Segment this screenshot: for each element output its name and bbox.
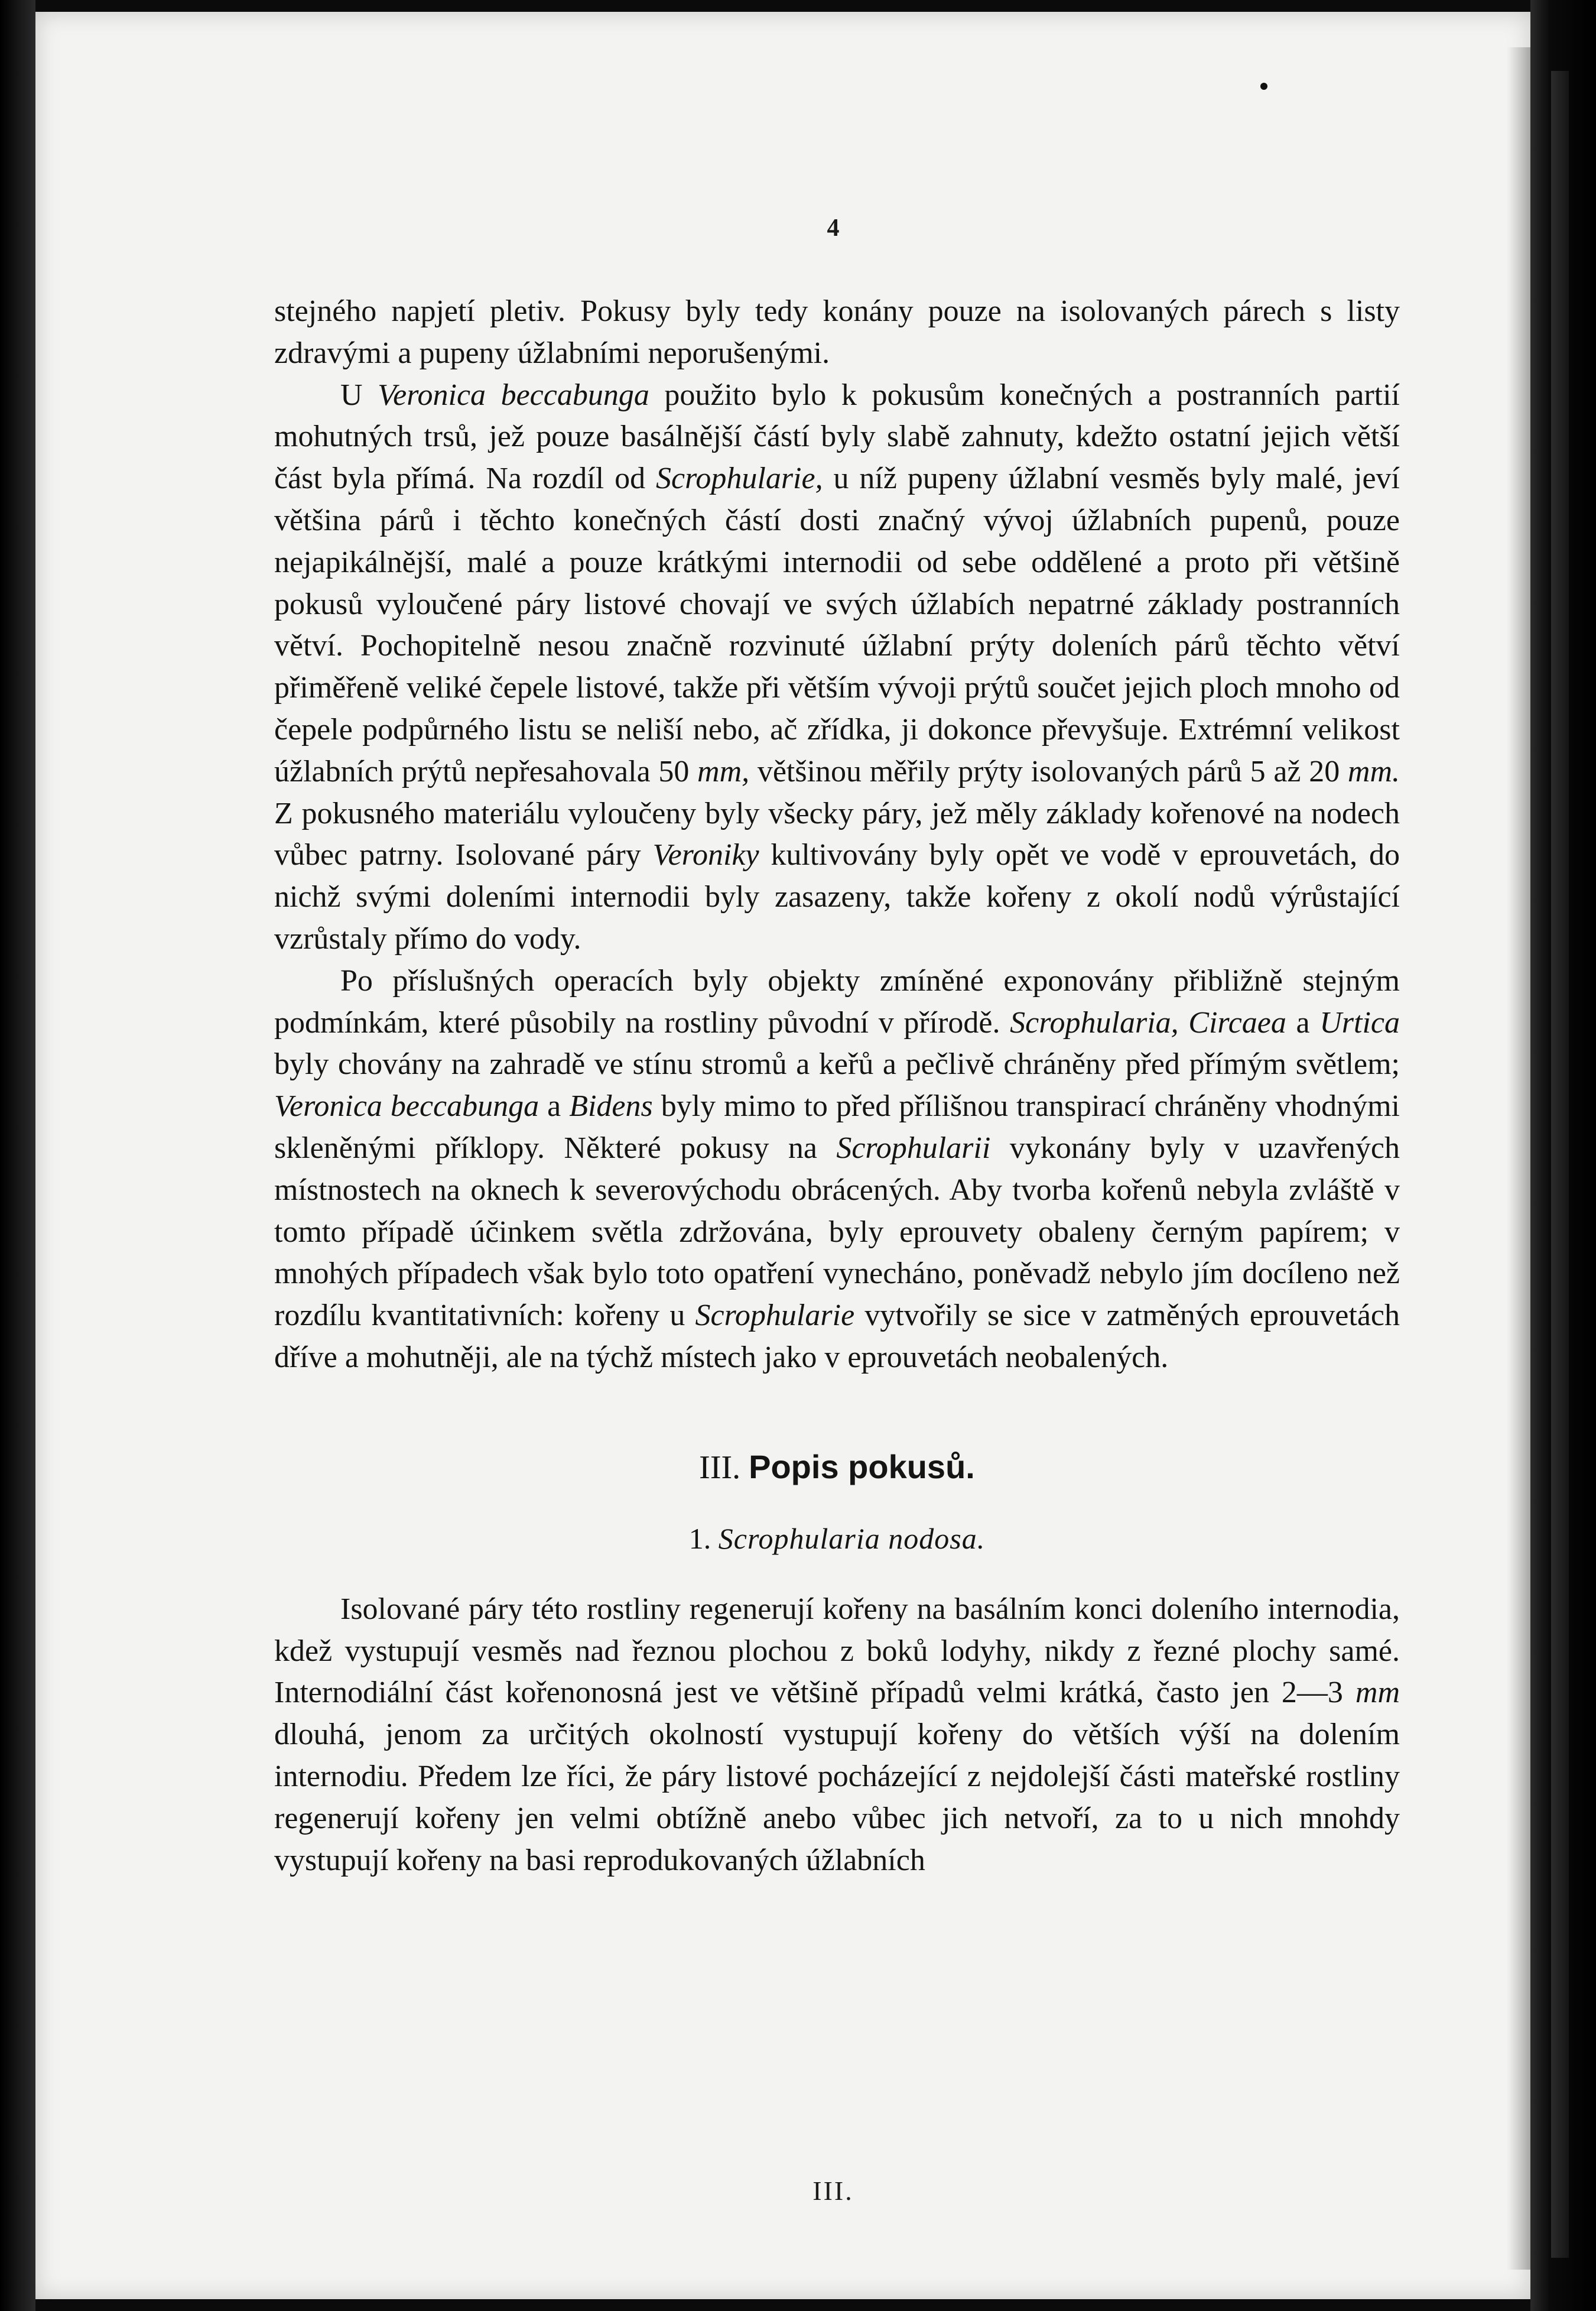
scan-speck [1260, 83, 1267, 90]
page-number: 4 [827, 215, 840, 242]
text-run: dlouhá, jenom za určitých okolností vystupují kořeny do větších výší na dolením internodiu. Předem lze říci, že páry listové pocházející z nejdolejší části mateřské rostliny regenerují kořeny jen velmi obtížně anebo vůbec jich netvoří, za to u nich mnohdy vystupují kořeny na basi reprodukovaných úžlabních [274, 1718, 1400, 1877]
subsection-name: Scrophularia nodosa. [718, 1521, 986, 1555]
italic-run: mm. [1347, 754, 1400, 788]
subsection-number: 1. [688, 1521, 711, 1555]
text-run: vytvořily se sice v zatměných eprouvetách dříve a mohutněji, ale na týchž místech jako v eprouvetách neobalených. [274, 1299, 1400, 1374]
text-run: použito bylo k pokusům konečných a postranních partií mohutných trsů, jež pouze basálnější částí byly slabě zahnuty, kdežto ostatní jejich větší část byla přímá. Na rozdíl od [274, 378, 1400, 496]
text-run: Z pokusného materiálu vyloučeny byly všecky páry, jež měly základy kořenové na nodech vůbec patrny. Isolované páry [274, 796, 1400, 872]
italic-run: Scrophularia, Circaea [1010, 1005, 1286, 1040]
text-run: a [539, 1089, 570, 1124]
paragraph-4 [274, 1589, 1400, 1882]
section-heading [274, 1446, 1400, 1488]
text-run: Isolované páry této rostliny regenerují kořeny na basálním konci doleního internodia, kdež vystupují vesměs nad řeznou plochou z boků lodyhy, nikdy z řezné plochy samé. Internodiální část kořenonosná jest ve většině případů velmi krátká, často jen 2—3 [274, 1592, 1400, 1710]
italic-run: Urtica [1319, 1005, 1400, 1040]
italic-run: Veronica beccabunga [274, 1089, 539, 1124]
section-number: III. [699, 1449, 741, 1486]
signature-mark: III. [812, 2176, 854, 2206]
text-run: a [1286, 1005, 1320, 1040]
section-title: Popis pokusů. [749, 1447, 975, 1485]
text-run: většinou měřily prýty isolovaných párů 5 až 20 [749, 754, 1348, 788]
scan-binding-edge [1530, 0, 1596, 2311]
text-run: U [340, 378, 378, 412]
text-run: byly chovány na zahradě ve stínu stromů a keřů a pečlivě chráněny před přímým světlem; [274, 1047, 1400, 1082]
italic-run: Veroniky [652, 838, 759, 872]
subsection-heading [274, 1518, 1400, 1559]
page-body [274, 291, 1400, 1881]
text-run: byly mimo to před přílišnou transpirací chráněny vhodnými skleněnými příklopy. Některé pokusy na [274, 1089, 1400, 1165]
italic-run: Scrophularie, [655, 462, 823, 496]
text-run: kultivovány byly opět ve vodě v eprouvetách, do nichž svými doleními internodii byly zasazeny, takže kořeny z okolí nodů výrůstající vzrůstaly přímo do vody. [274, 838, 1400, 956]
text-run: u níž pupeny úžlabní vesměs byly malé, jeví většina párů i těchto konečných částí dosti značný vývoj úžlabních pupenů, pouze nejapikálnější, malé a pouze krátkými internodii od sebe oddělené a proto při většině pokusů vyloučené páry listové chovají ve svých úžlabích nepatrné základy postranních větví. Pochopitelně nesou značně rozvinuté úžlabní prýty doleních párů těchto větví přiměřeně veliké čepele listové, takže při větším vývoji prýtů součet jejich ploch mnoho od čepele podpůrného listu se neliší nebo, ač zřídka, ji dokonce převyšuje. Extrémní velikost úžlabních prýtů nepřesahovala 50 [274, 462, 1400, 788]
italic-run: Bidens [569, 1089, 653, 1124]
italic-run: Scrophularii [836, 1131, 991, 1165]
italic-run: mm [1355, 1676, 1400, 1710]
scan-left-edge [0, 0, 35, 2311]
text-run: Po příslušných operacích byly objekty zmíněné exponovány přibližně stejným podmínkám, které působily na rostliny původní v přírodě. [274, 963, 1400, 1040]
italic-run: Veronica beccabunga [378, 378, 649, 412]
paragraph-1 [274, 291, 1400, 375]
paragraph-3 [274, 960, 1400, 1379]
italic-run: mm, [697, 754, 750, 788]
italic-run: Scrophularie [695, 1299, 855, 1333]
paragraph-2 [274, 375, 1400, 960]
text-run: stejného napjetí pletiv. Pokusy byly tedy konány pouze na isolovaných párech s listy zdravými a pupeny úžlabními neporušenými. [274, 294, 1400, 370]
text-run: vykonány byly v uzavřených místnostech na oknech k severovýchodu obrácených. Aby tvorba kořenů nebyla zvláště v tomto případě účinkem světla zdržována, byly eprouvety obaleny černým papírem; v mnohých případech však bylo toto opatření vynecháno, poněvadž nebylo jím docíleno než rozdílu kvantitativních: kořeny u [274, 1131, 1400, 1333]
